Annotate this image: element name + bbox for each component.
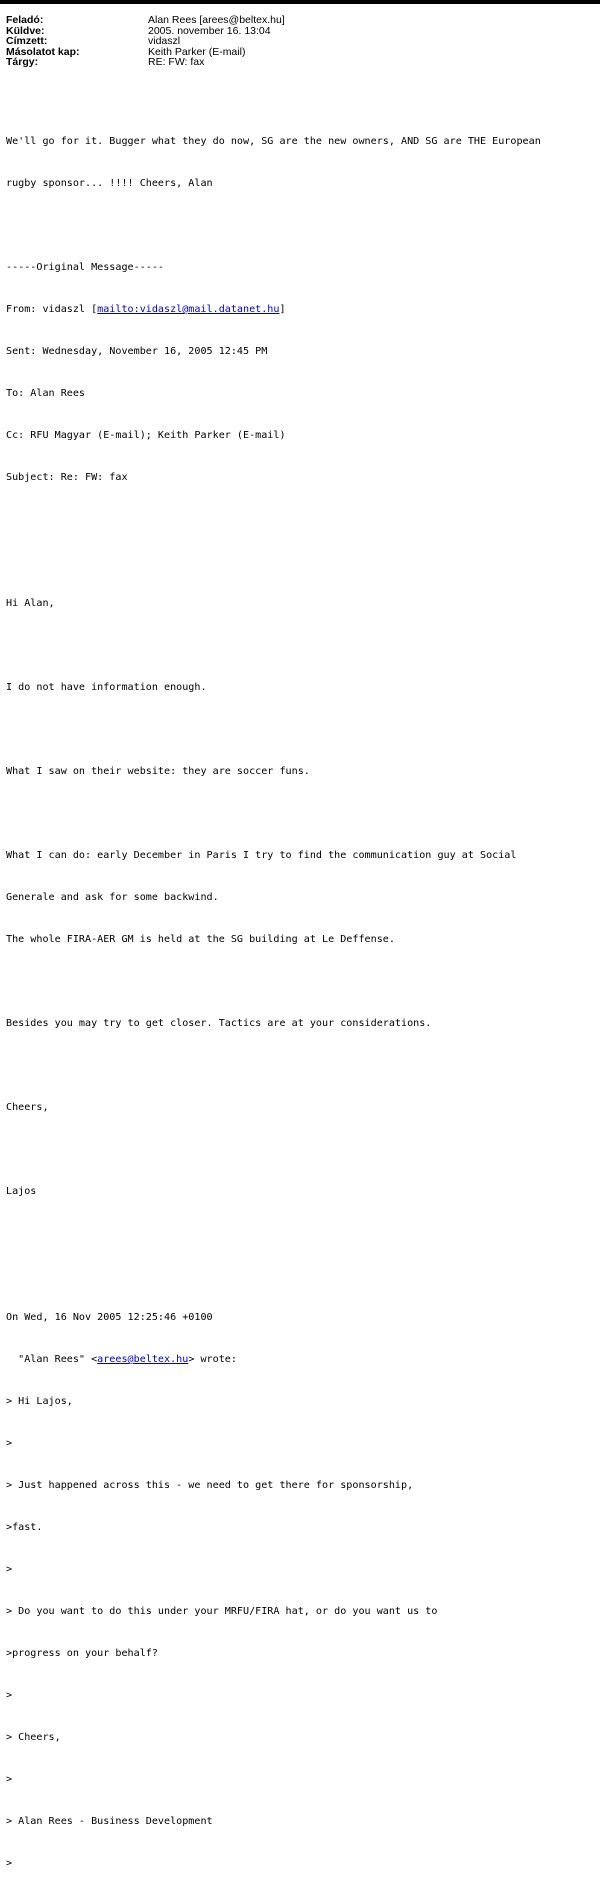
reply-line-2: rugby sponsor... !!!! Cheers, Alan bbox=[6, 178, 213, 189]
quote-author-prefix: "Alan Rees" < bbox=[6, 1354, 98, 1365]
quote-line: >progress on your behalf? bbox=[6, 1648, 158, 1659]
original-subject: Subject: Re: FW: fax bbox=[6, 472, 128, 483]
blank-line bbox=[6, 1059, 598, 1073]
from-label: Feladó: bbox=[6, 14, 44, 26]
paragraph-3-line-1: What I can do: early December in Paris I try to find the communication guy at Social bbox=[6, 850, 517, 861]
header-subject-row bbox=[6, 57, 596, 68]
header-to-row bbox=[6, 36, 596, 47]
cc-label: Másolatot kap: bbox=[6, 45, 80, 58]
quote-line: > Cheers, bbox=[6, 1732, 61, 1743]
subject-value: RE: FW: fax bbox=[148, 56, 205, 69]
to-label: Címzett: bbox=[6, 35, 48, 48]
original-to: To: Alan Rees bbox=[6, 388, 86, 399]
paragraph-4: Besides you may try to get closer. Tactics are at your considerations. bbox=[6, 1018, 432, 1029]
cc-value: Keith Parker (E-mail) bbox=[148, 45, 246, 58]
paragraph-2: What I saw on their website: they are soccer funs. bbox=[6, 766, 310, 777]
blank-line bbox=[6, 513, 598, 527]
from-value: Alan Rees [arees@beltex.hu] bbox=[148, 14, 285, 26]
header-cc-row bbox=[6, 47, 596, 58]
greeting: Hi Alan, bbox=[6, 598, 55, 609]
original-from-suffix: ] bbox=[279, 304, 286, 315]
original-cc: Cc: RFU Magyar (E-mail); Keith Parker (E-mail) bbox=[6, 430, 286, 441]
author-email-link[interactable]: arees@beltex.hu bbox=[97, 1354, 189, 1365]
quote-line: > Do you want to do this under your MRFU/FIRA hat, or do you want us to bbox=[6, 1606, 438, 1617]
blank-line bbox=[6, 1143, 598, 1157]
quote-line: > bbox=[6, 1438, 13, 1449]
signature: Lajos bbox=[6, 1186, 37, 1197]
blank-line bbox=[6, 219, 598, 233]
sent-value: 2005. november 16. 13:04 bbox=[148, 24, 271, 37]
paragraph-3-line-3: The whole FIRA-AER GM is held at the SG building at Le Deffense. bbox=[6, 934, 395, 945]
blank-line bbox=[6, 975, 598, 989]
quote-line: >fast. bbox=[6, 1522, 43, 1533]
email-body bbox=[6, 107, 598, 1885]
paragraph-1: I do not have information enough. bbox=[6, 682, 207, 693]
subject-label: Tárgy: bbox=[6, 56, 39, 69]
quote-line: > Hi Lajos, bbox=[6, 1396, 73, 1407]
paragraph-3-line-2: Generale and ask for some backwind. bbox=[6, 892, 219, 903]
mailto-link[interactable]: mailto:vidaszl@mail.datanet.hu bbox=[97, 304, 280, 315]
closing: Cheers, bbox=[6, 1102, 49, 1113]
blank-line bbox=[6, 807, 598, 821]
blank-line bbox=[6, 639, 598, 653]
quote-line: > Just happened across this - we need to get there for sponsorship, bbox=[6, 1480, 414, 1491]
email-header bbox=[6, 15, 596, 68]
blank-line bbox=[6, 723, 598, 737]
quote-line: > bbox=[6, 1774, 13, 1785]
original-from bbox=[6, 303, 598, 317]
header-sent-row bbox=[6, 26, 596, 37]
blank-line bbox=[6, 1269, 598, 1283]
quote-author bbox=[6, 1353, 598, 1367]
quote-line: > bbox=[6, 1564, 13, 1575]
quote-line: > Alan Rees - Business Development bbox=[6, 1816, 213, 1827]
quote-author-suffix: > wrote: bbox=[188, 1354, 237, 1365]
blank-line bbox=[6, 555, 598, 569]
blank-line bbox=[6, 1227, 598, 1241]
quote-line: > bbox=[6, 1690, 13, 1701]
quote-intro: On Wed, 16 Nov 2005 12:25:46 +0100 bbox=[6, 1312, 213, 1323]
sent-label: Küldve: bbox=[6, 24, 45, 37]
original-separator: -----Original Message----- bbox=[6, 262, 165, 273]
reply-line-1: We'll go for it. Bugger what they do now, SG are the new owners, AND SG are THE European bbox=[6, 136, 541, 147]
original-sent: Sent: Wednesday, November 16, 2005 12:45 PM bbox=[6, 346, 268, 357]
header-from-row bbox=[6, 15, 596, 26]
original-from-prefix: From: vidaszl [ bbox=[6, 304, 98, 315]
top-border bbox=[0, 0, 600, 4]
to-value: vidaszl bbox=[148, 35, 181, 48]
quote-line: > bbox=[6, 1858, 13, 1869]
